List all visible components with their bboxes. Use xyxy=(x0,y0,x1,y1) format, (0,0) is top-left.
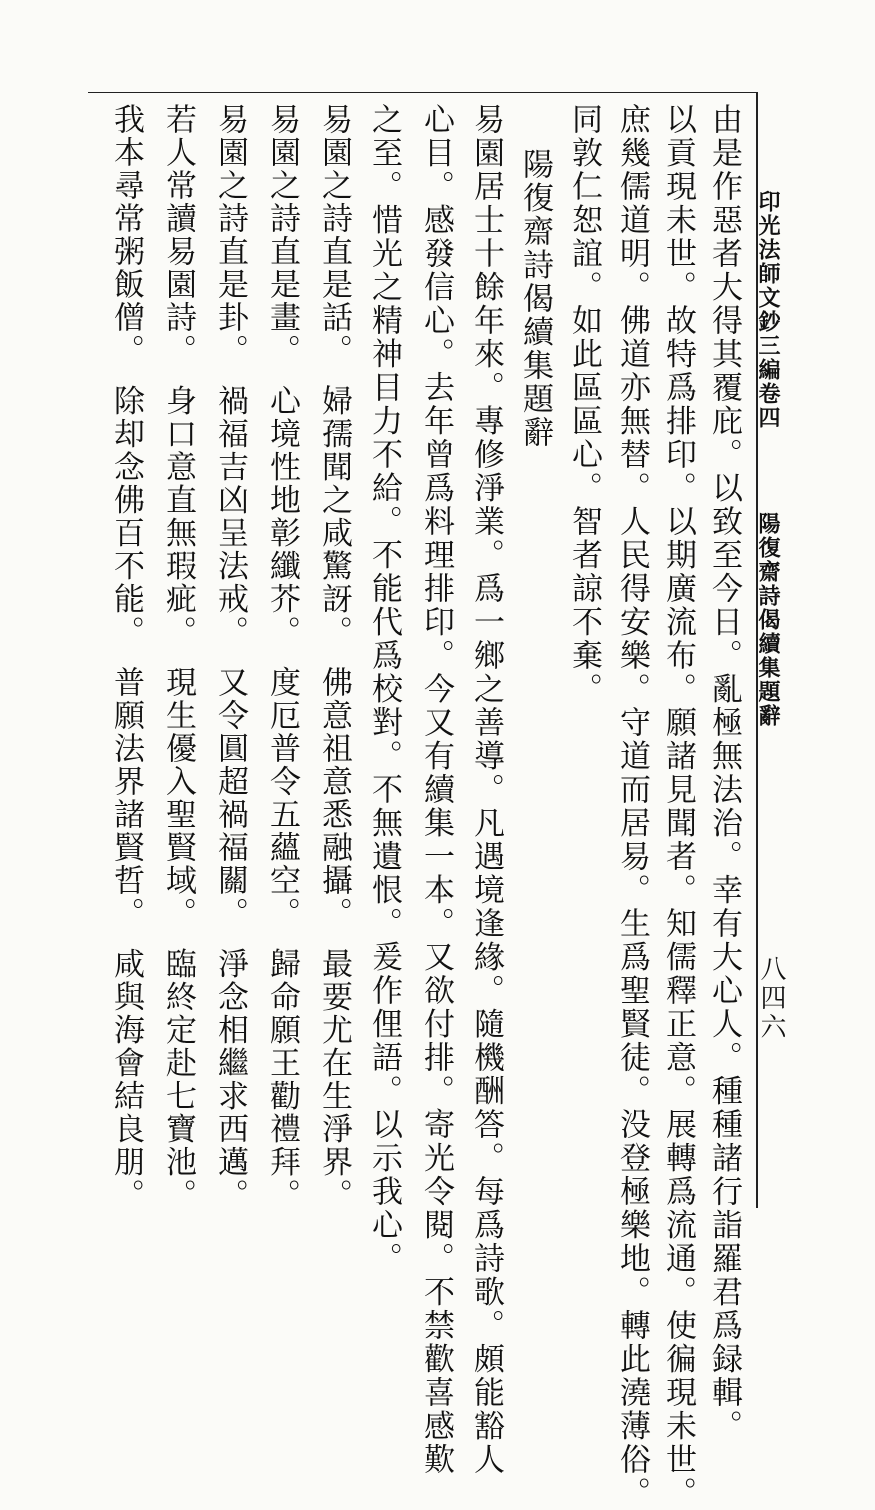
verse-line-4: 若人常讀易園詩。 身口意直無瑕疵。 現生優入聖賢域。 臨終定赴七寶池。 xyxy=(160,103,196,1212)
verse-line-5: 我本尋常粥飯僧。 除却念佛百不能。 普願法界諸賢哲。 咸與海會結良朋。 xyxy=(108,103,144,1212)
verse-line-1: 易園之詩直是話。 婦孺聞之咸驚訝。 佛意祖意悉融攝。 最要尤在生淨界。 xyxy=(316,103,352,1212)
verse-line-3: 易園之詩直是卦。 禍福吉凶呈法戒。 又令圓超禍福關。 淨念相繼求西邁。 xyxy=(212,103,248,1212)
running-header-section-title: 陽復齋詩偈續集題辭 xyxy=(755,512,780,728)
text-column-1: 由是作惡者大得其覆庇。以致至今日。亂極無法治。幸有大心人。種種諸行詣羅君爲録輯。 xyxy=(706,103,742,1443)
text-column-7: 心目。感發信心。去年曾爲料理排印。今又有續集一本。又欲付排。寄光令閱。不禁歡喜感歎 xyxy=(418,103,454,1477)
verse-line-2: 易園之詩直是畫。 心境性地彰纖芥。 度厄普令五蘊空。 歸命願王勸禮拜。 xyxy=(264,103,300,1212)
section-heading: 陽復齋詩偈續集題辭 xyxy=(517,148,553,450)
running-header-book-title: 印光法師文鈔三編卷四 xyxy=(755,190,780,430)
text-column-2: 以貢現未世。故特爲排印。以期廣流布。願諸見聞者。知儒釋正意。展轉爲流通。使徧現未世。 xyxy=(660,103,696,1510)
page-number: 八四六 xyxy=(756,955,786,1042)
text-column-6: 易園居士十餘年來。專修淨業。爲一鄉之善導。凡遇境逢緣。隨機酬答。每爲詩歌。頗能豁人 xyxy=(468,103,504,1477)
text-column-3: 庶幾儒道明。佛道亦無替。人民得安樂。守道而居易。生爲聖賢徒。没登極樂地。轉此澆薄俗。 xyxy=(614,103,650,1510)
text-column-4: 同敦仁恕誼。如此區區心。智者諒不棄。 xyxy=(566,103,602,706)
text-column-8: 之至。惜光之精神目力不給。不能代爲校對。不無遺恨。爰作俚語。以示我心。 xyxy=(366,103,402,1276)
